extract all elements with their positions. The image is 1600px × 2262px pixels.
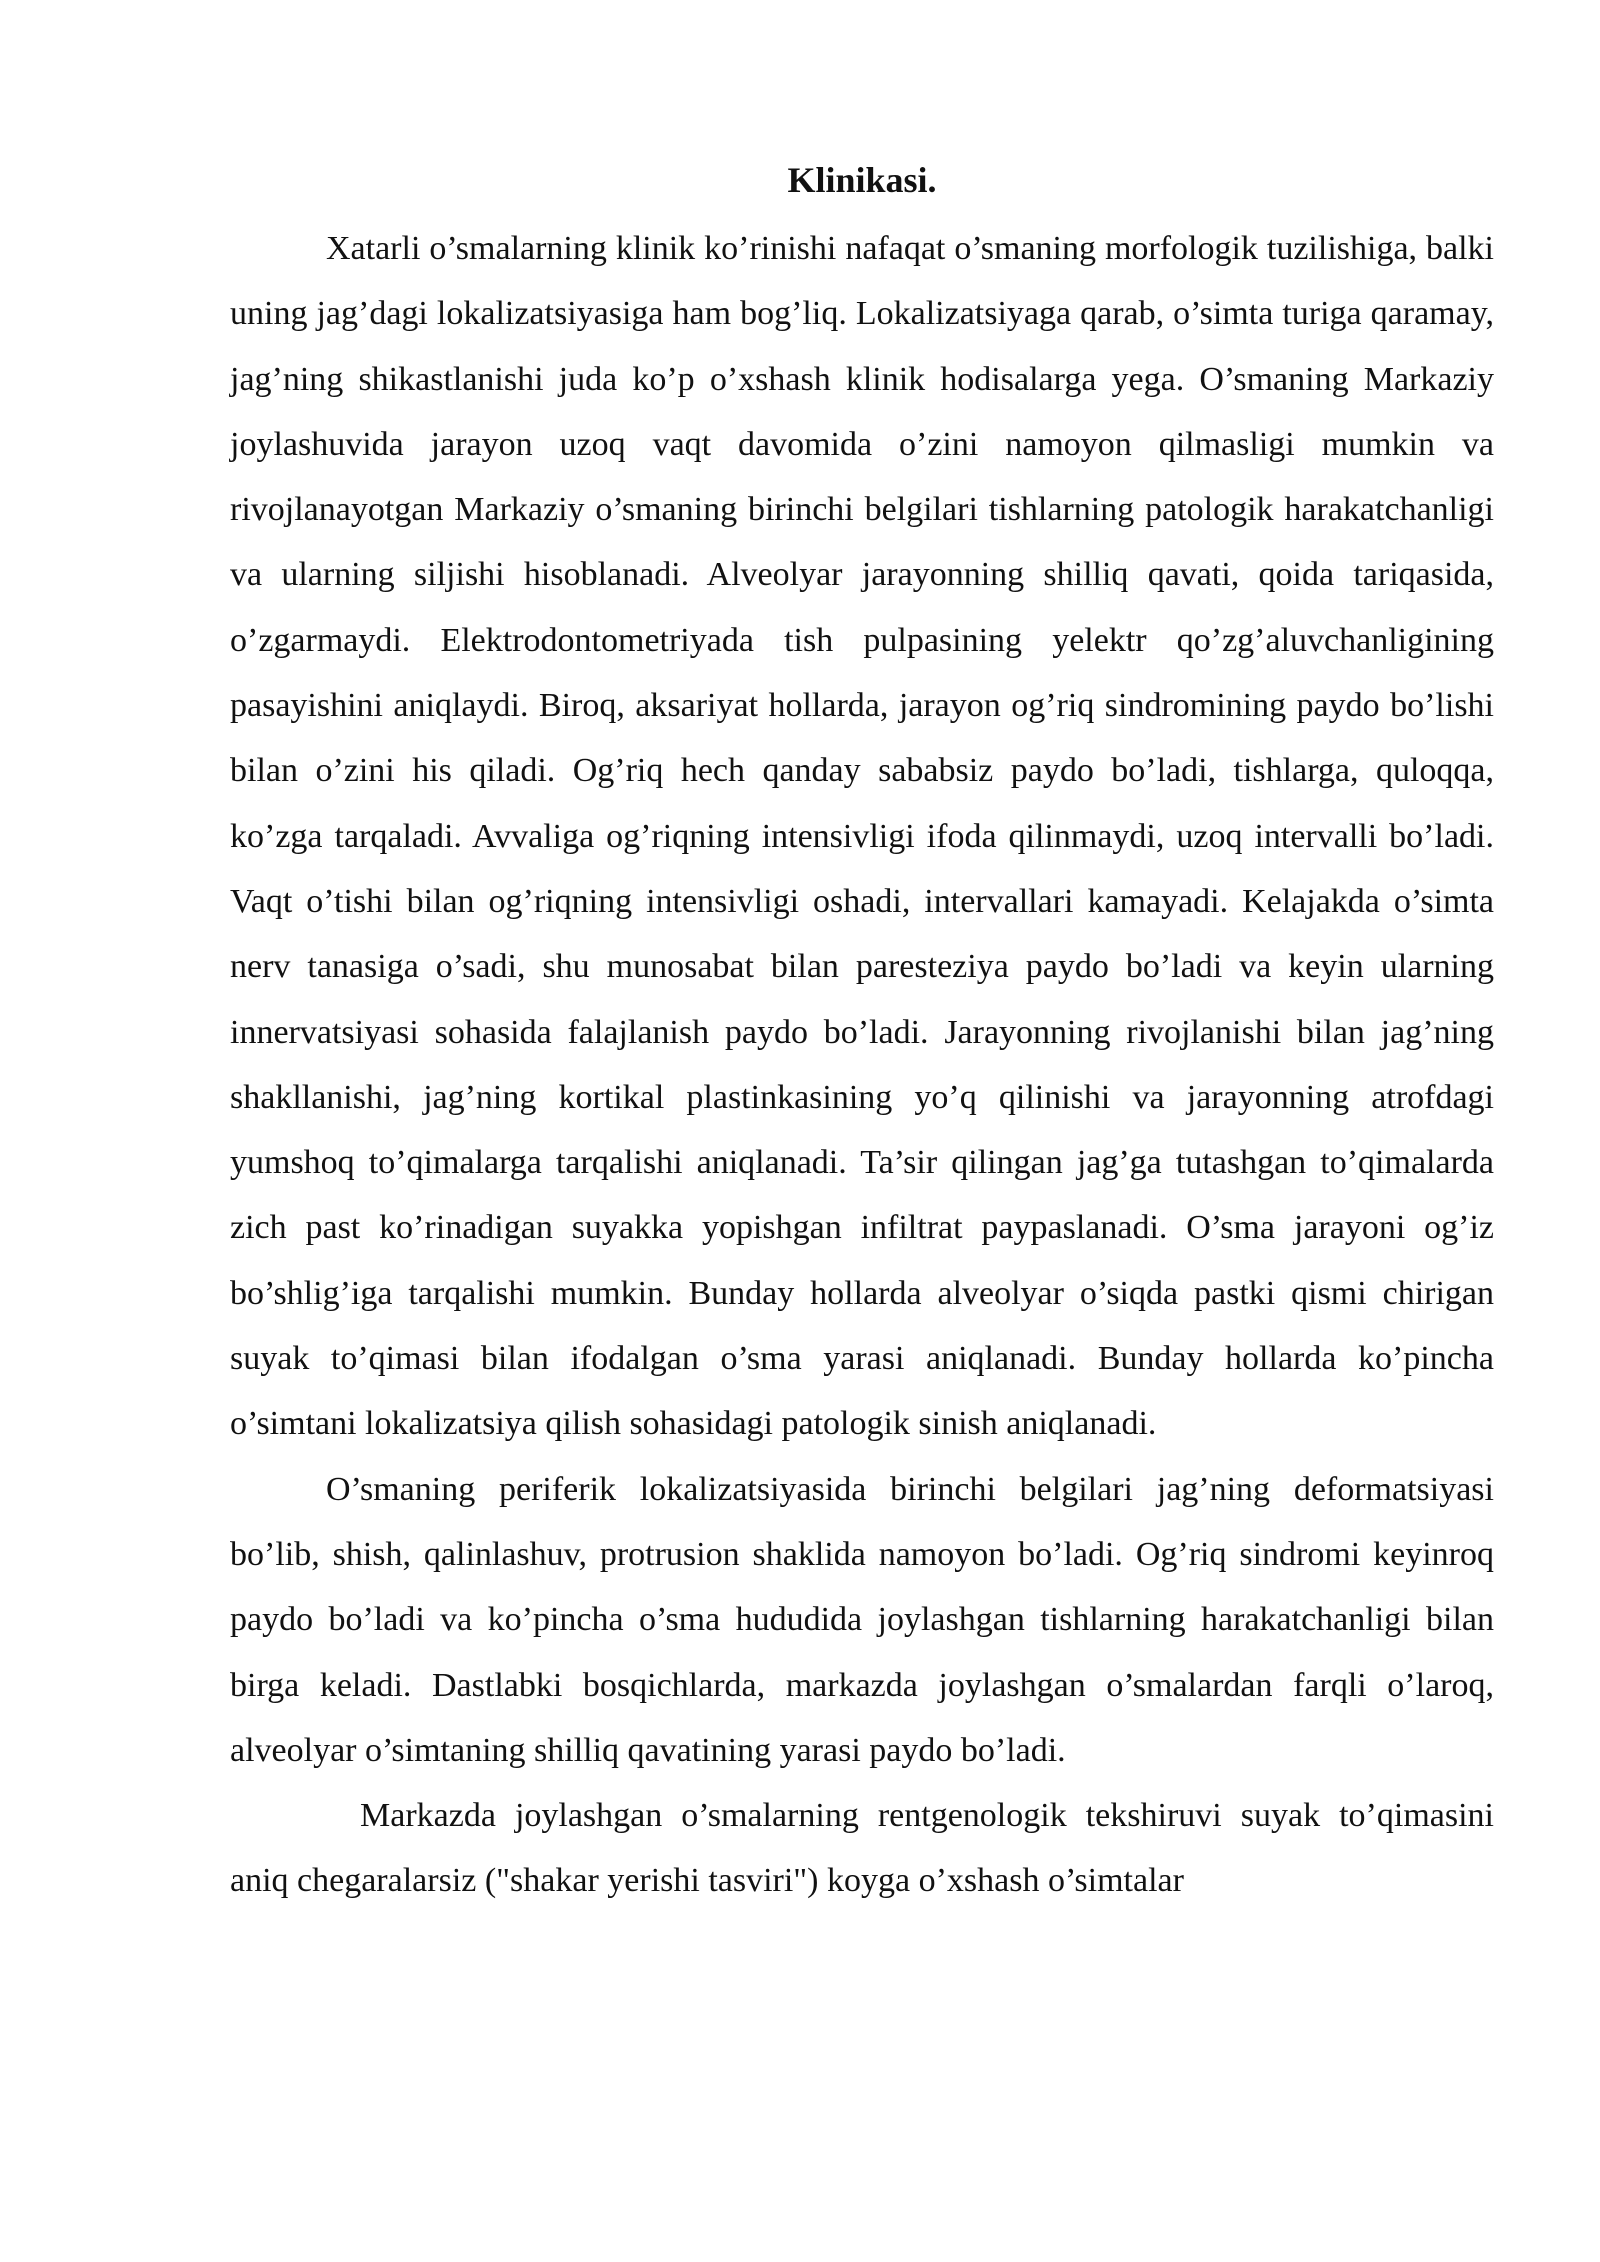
paragraph-peripheral-localization: O’smaning periferik lokalizatsiyasida birinchi belgilari jag’ning deformatsiyasi bo’lib, shish, qalinlashuv, protrusion shaklida namoyon bo’ladi. Og’riq sindromi keyinroq paydo bo’ladi va ko’pincha o’sma hududida joylashgan tishlarning harakatchanligi bilan birga keladi. Dastlabki bosqichlarda, markazda joylashgan o’smalardan farqli o’laroq, alveolyar o’simtaning shilliq qavatining yarasi paydo bo’ladi. [230,1470,1494,1769]
document-body [230,150,1494,1914]
paragraph-central-localization: Xatarli o’smalarning klinik ko’rinishi nafaqat o’smaning morfologik tuzilishiga, balki uning jag’dagi lokalizatsiyasiga ham bog’liq. Lokalizatsiyaga qarab, o’simta turiga qaramay, jag’ning shikastlanishi juda ko’p o’xshash klinik hodisalarga yega. O’smaning Markaziy joylashuvida jarayon uzoq vaqt davomida o’zini namoyon qilmasligi mumkin va rivojlanayotgan Markaziy o’smaning birinchi belgilari tishlarning patologik harakatchanligi va ularning siljishi hisoblanadi. Alveolyar jarayonning shilliq qavati, qoida tariqasida, o’zgarmaydi. Elektrodontometriyada tish pulpasining yelektr qo’zg’aluvchanligining pasayishini aniqlaydi. Biroq, aksariyat hollarda, jarayon og’riq sindromining paydo bo’lishi bilan o’zini his qiladi. Og’riq hech qanday sababsiz paydo bo’ladi, tishlarga, quloqqa, ko’zga tarqaladi. Avvaliga og’riqning intensivligi ifoda qilinmaydi, uzoq intervalli bo’ladi. Vaqt o’tishi bilan og’riqning intensivligi oshadi, intervallari kamayadi. Kelajakda o’simta nerv tanasiga o’sadi, shu munosabat bilan paresteziya paydo bo’ladi va keyin ularning innervatsiyasi sohasida falajlanish paydo bo’ladi. Jarayonning rivojlanishi bilan jag’ning shakllanishi, jag’ning kortikal plastinkasining yo’q qilinishi va jarayonning atrofdagi yumshoq to’qimalarga tarqalishi aniqlanadi. Ta’sir qilingan jag’ga tutashgan to’qimalarda zich past ko’rinadigan suyakka yopishgan infiltrat paypaslanadi. O’sma jarayoni og’iz bo’shlig’iga tarqalishi mumkin. Bunday hollarda alveolyar o’siqda pastki qismi chirigan suyak to’qimasi bilan ifodalgan o’sma yarasi aniqlanadi. Bunday hollarda ko’pincha o’simtani lokalizatsiya qilish sohasidagi patologik sinish aniqlanadi. [230,230,1494,1443]
paragraph-radiological-exam: Markazda joylashgan o’smalarning rentgenologik tekshiruvi suyak to’qimasini aniq chegaralarsiz ("shakar yerishi tasviri") koyga o’xshash o’simtalar [230,1797,1494,1900]
section-title: Klinikasi. [787,160,937,200]
